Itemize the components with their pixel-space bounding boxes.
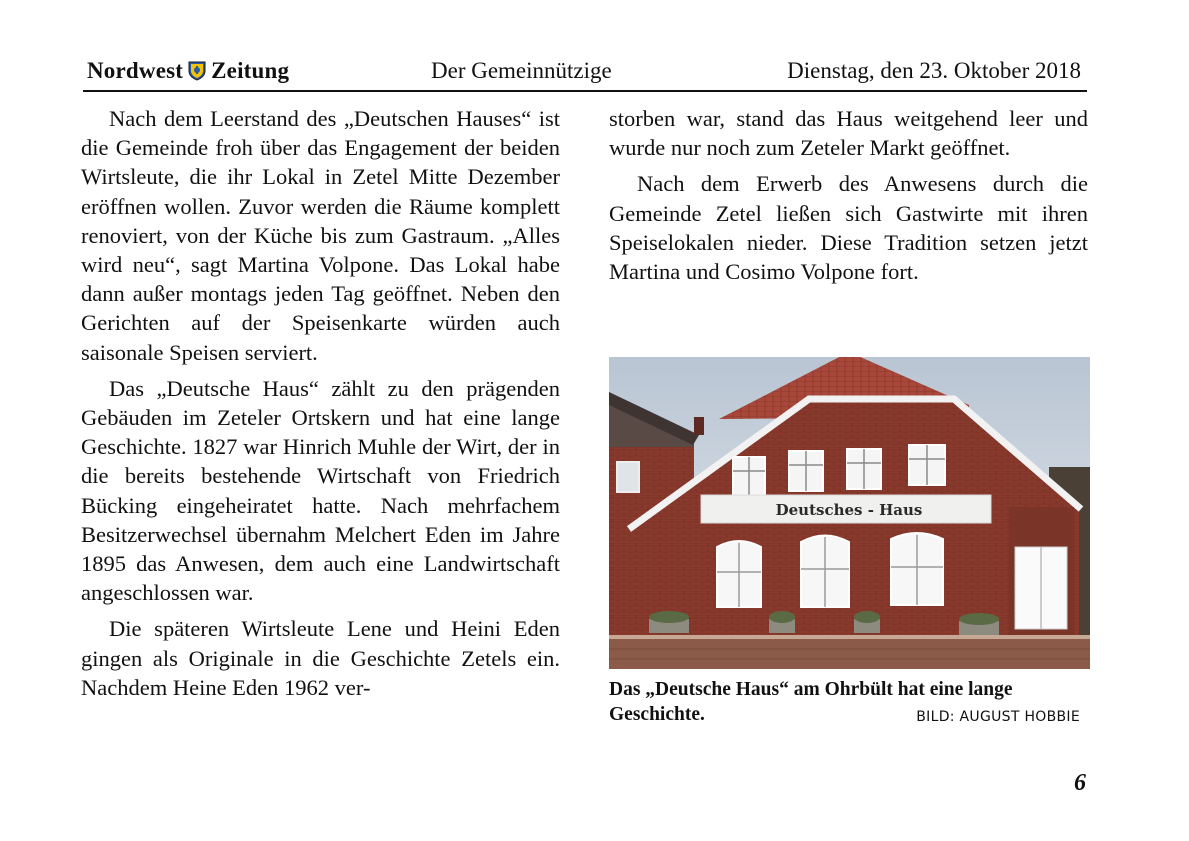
page-header bbox=[83, 56, 1087, 92]
article-column-right bbox=[609, 104, 1088, 293]
masthead-left: Nordwest bbox=[87, 58, 184, 83]
article-column-left bbox=[81, 104, 560, 709]
caption-line: Geschichte. bbox=[609, 704, 705, 725]
photo-caption bbox=[609, 677, 1088, 727]
article-paragraph: storben war, stand das Haus weitgehend leer und wurde nur noch zum Zeteler Markt geöffnet. bbox=[609, 106, 1088, 161]
article-paragraph: Die späteren Wirtsleute Lene und Heini Eden gingen als Originale in die Geschichte Zetels ein. Nachdem Heine Eden 1962 ver- bbox=[81, 616, 560, 700]
article-paragraph: Nach dem Erwerb des Anwesens durch die Gemeinde Zetel ließen sich Gastwirte mit ihren Speiselokalen nieder. Diese Tradition setzen jetzt Martina und Cosimo Volpone fort. bbox=[609, 171, 1088, 285]
coat-of-arms-icon bbox=[188, 61, 206, 81]
article-paragraph: Das „Deutsche Haus“ zählt zu den prägenden Gebäuden im Zeteler Ortskern und hat eine lange Geschichte. 1827 war Hinrich Muhle der Wirt, der in die bereits bestehende Wirtschaft von Friedrich Bücking eingeheiratet hatte. Nach mehrfachem Besitzerwechsel übernahm Melchert Eden im Jahre 1895 das Anwesen, dem auch eine Landwirtschaft angeschlossen war. bbox=[81, 375, 560, 606]
page-number: 6 bbox=[1074, 770, 1086, 796]
caption-line: Das „Deutsche Haus“ am Ohrbült hat eine lange bbox=[609, 679, 1013, 700]
issue-date: Dienstag, den 23. Oktober 2018 bbox=[787, 58, 1081, 83]
section-title: Der Gemeinnützige bbox=[431, 58, 612, 83]
photo-credit: BILD: AUGUST HOBBIE bbox=[916, 709, 1080, 725]
article-photo bbox=[609, 357, 1090, 669]
masthead-right: Zeitung bbox=[211, 58, 290, 83]
sign-text: Deutsches - Haus bbox=[775, 501, 923, 519]
article-paragraph: Nach dem Leerstand des „Deutschen Hauses“ ist die Gemeinde froh über das Engagement der beiden Wirtsleute, die ihr Lokal in Zetel Mitte Dezember eröffnen wollen. Zuvor werden die Räume komplett renoviert, von der Küche bis zum Gastraum. „Alles wird neu“, sagt Martina Volpone. Das Lokal habe dann außer montags jeden Tag geöffnet. Neben den Gerichten auf der Speisenkarte würden auch saisonale Speisen serviert. bbox=[81, 106, 560, 365]
masthead bbox=[87, 58, 289, 84]
